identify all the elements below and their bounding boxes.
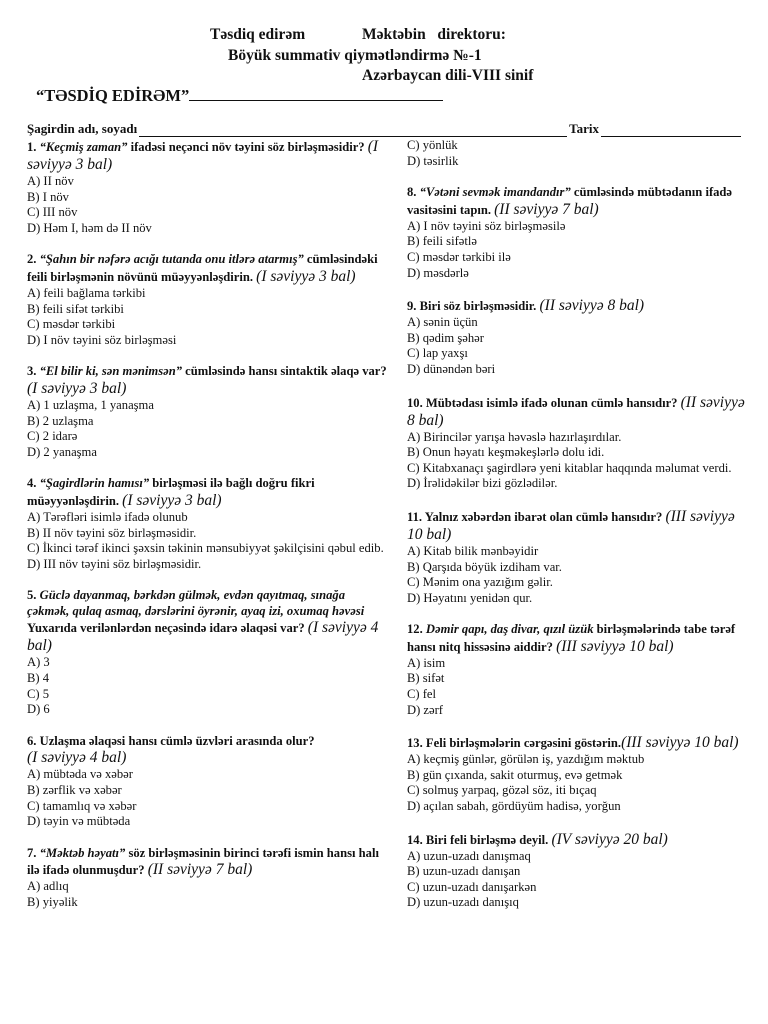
question-stem: 5. Güclə dayanmaq, bərkdən gülmək, evdən qayıtmaq, sınağa çəkmək, qulaq asmaq, dərslərini öyrənir, ayaq izi, oxumaq həvəsi Yuxarıda verilənlərdən neçəsində idarə əlaqəsi var? (I səviyyə 4 bal) bbox=[27, 588, 379, 655]
question-stem: 11. Yalnız xəbərdən ibarət olan cümlə hansıdır? (III səviyyə 10 bal) bbox=[407, 507, 735, 543]
answer-option[interactable]: A) sənin üçün bbox=[407, 315, 478, 330]
date-label: Tarix bbox=[569, 121, 599, 136]
level-label: (I səviyyə 3 bal) bbox=[27, 138, 379, 173]
question-5 bbox=[27, 588, 387, 718]
answer-option[interactable]: A) uzun-uzadı danışmaq bbox=[407, 848, 531, 863]
answer-option[interactable]: B) gün çıxanda, sakit oturmuş, evə getmək bbox=[407, 767, 623, 782]
answer-option[interactable]: D) 2 yanaşma bbox=[27, 444, 97, 459]
answer-option[interactable]: C) Kitabxanaçı şagirdlərə yeni kitablar haqqında məlumat verdi. bbox=[407, 460, 732, 475]
question-3 bbox=[27, 364, 387, 460]
answer-option[interactable]: A) I növ təyini söz birləşməsilə bbox=[407, 218, 566, 233]
question-stem: 8. “Vətəni sevmək imandandır” cümləsində mübtədanın ifadə vasitəsini tapın. (II səviyyə 7 bal) bbox=[407, 185, 733, 218]
level-label: (II səviyyə 7 bal) bbox=[494, 200, 599, 218]
question-12 bbox=[407, 622, 747, 718]
approval-signature-line bbox=[36, 86, 443, 106]
answer-option[interactable]: C) məsdər tərkibi ilə bbox=[407, 249, 511, 264]
answer-option[interactable]: A) 3 bbox=[27, 655, 50, 670]
answer-option[interactable]: B) Qarşıda böyük izdiham var. bbox=[407, 559, 562, 574]
student-name-label: Şagirdin adı, soyadı bbox=[27, 121, 138, 136]
answer-option[interactable]: A) mübtəda və xəbər bbox=[27, 767, 133, 782]
question-stem: 3. “El bilir ki, sən mənimsən” cümləsində hansı sintaktik əlaqə var? (I səviyyə 3 bal) bbox=[27, 364, 387, 397]
answer-option[interactable]: C) uzun-uzadı danışarkən bbox=[407, 879, 537, 894]
answer-option[interactable]: A) Tərəfləri isimlə ifadə olunub bbox=[27, 509, 188, 524]
level-label: (II səviyyə 8 bal) bbox=[539, 297, 645, 315]
level-label: (III səviyyə 10 bal) bbox=[407, 507, 735, 543]
answer-option[interactable]: D) Həm I, həm də II növ bbox=[27, 220, 152, 235]
answer-option[interactable]: B) II növ təyini söz birləşməsidir. bbox=[27, 525, 197, 540]
answer-option[interactable]: C) yönlük bbox=[407, 138, 458, 152]
answer-option[interactable]: D) zərf bbox=[407, 702, 444, 717]
question-4 bbox=[27, 476, 387, 572]
answer-option[interactable]: C) Mənim ona yazığım gəlir. bbox=[407, 575, 553, 590]
answer-option[interactable]: C) lap yaxşı bbox=[407, 346, 468, 361]
answer-option[interactable]: D) uzun-uzadı danışıq bbox=[407, 895, 519, 910]
answer-option[interactable]: C) fel bbox=[407, 687, 437, 702]
left-column bbox=[27, 138, 387, 927]
answer-option[interactable]: B) zərflik və xəbər bbox=[27, 783, 122, 798]
question-stem: 9. Biri söz birləşməsidir. (II səviyyə 8 bal) bbox=[407, 297, 645, 315]
question-1 bbox=[27, 138, 387, 236]
question-7-continued bbox=[407, 138, 747, 169]
level-label: (I səviyyə 4 bal) bbox=[27, 619, 379, 655]
question-9 bbox=[407, 297, 747, 377]
question-8 bbox=[407, 185, 747, 281]
level-label: (I səviyyə 4 bal) bbox=[27, 749, 127, 767]
answer-option[interactable]: D) dünəndən bəri bbox=[407, 361, 496, 376]
student-name-field[interactable] bbox=[139, 125, 567, 137]
answer-option[interactable]: C) İkinci tərəf ikinci şəxsin təkinin mənsubiyyət şəkilçisini qəbul edib. bbox=[27, 541, 384, 556]
question-stem: 7. “Məktəb həyatı” söz birləşməsinin birinci tərəfi ismin hansı halı ilə ifadə olunmuşdur? (II səviyyə 7 bal) bbox=[27, 845, 379, 879]
answer-option[interactable]: B) yiyəlik bbox=[27, 895, 78, 909]
question-2 bbox=[27, 252, 387, 348]
answer-option[interactable]: A) 1 uzlaşma, 1 yanaşma bbox=[27, 397, 154, 412]
answer-option[interactable]: B) 4 bbox=[27, 671, 50, 686]
student-info-line bbox=[27, 121, 741, 137]
question-stem: 6. Uzlaşma əlaqəsi hansı cümlə üzvləri arasında olur? (I səviyyə 4 bal) bbox=[27, 733, 315, 767]
question-13 bbox=[407, 734, 747, 814]
answer-option[interactable]: D) təyin və mübtəda bbox=[27, 814, 131, 829]
right-column bbox=[407, 138, 747, 927]
question-10 bbox=[407, 394, 747, 492]
level-label: (I səviyyə 3 bal) bbox=[256, 267, 356, 285]
answer-option[interactable]: B) feili sifət tərkibi bbox=[27, 301, 124, 316]
level-label: (III səviyyə 10 bal) bbox=[556, 637, 674, 655]
answer-option[interactable]: A) adlıq bbox=[27, 879, 69, 894]
answer-option[interactable]: D) I növ təyini söz birləşməsi bbox=[27, 332, 177, 347]
question-6 bbox=[27, 734, 387, 830]
answer-option[interactable]: A) II növ bbox=[27, 174, 74, 188]
approval-note: Təsdiq edirəm bbox=[210, 26, 306, 43]
answer-option[interactable]: C) 2 idarə bbox=[27, 429, 78, 444]
answer-option[interactable]: B) Onun həyatı keşməkeşlərlə dolu idi. bbox=[407, 445, 605, 460]
exam-title: Böyük summativ qiymətləndirmə №-1 bbox=[228, 47, 482, 64]
answer-option[interactable]: C) III növ bbox=[27, 205, 78, 220]
answer-option[interactable]: D) 6 bbox=[27, 702, 50, 717]
answer-option[interactable]: B) uzun-uzadı danışan bbox=[407, 864, 521, 879]
question-stem: 10. Mübtədası isimlə ifadə olunan cümlə hansıdır? (II səviyyə 8 bal) bbox=[407, 393, 745, 429]
answer-option[interactable]: A) feili bağlama tərkibi bbox=[27, 285, 146, 300]
answer-option[interactable]: A) Birincilər yarışa həvəslə hazırlaşırdılar. bbox=[407, 429, 622, 444]
question-stem: 12. Dəmir qapı, daş divar, qızıl üzük birləşmələrində tabe tərəf hansı nitq hissəsinə aiddir? (III səviyyə 10 bal) bbox=[407, 622, 736, 655]
question-7 bbox=[27, 846, 387, 911]
level-label: (I səviyyə 3 bal) bbox=[122, 491, 222, 509]
answer-option[interactable]: B) qədim şəhər bbox=[407, 330, 484, 345]
date-field[interactable] bbox=[601, 125, 741, 137]
answer-option[interactable]: B) sifət bbox=[407, 671, 445, 686]
subject-grade: Azərbaycan dili-VIII sinif bbox=[362, 67, 534, 84]
question-stem: 2. “Şahın bir nəfərə acığı tutanda onu itlərə atarmış” cümləsindəki feili birləşmənin növünü müəyyənləşdirin. (I səviyyə 3 bal) bbox=[27, 252, 378, 285]
question-11 bbox=[407, 508, 747, 606]
question-stem: 14. Biri feli birləşmə deyil. (IV səviyyə 20 bal) bbox=[407, 830, 668, 848]
answer-option[interactable]: A) Kitab bilik mənbəyidir bbox=[407, 543, 539, 558]
level-label: (II səviyyə 8 bal) bbox=[407, 393, 745, 429]
answer-option[interactable]: A) keçmiş günlər, görülən iş, yazdığım məktub bbox=[407, 752, 645, 767]
answer-option[interactable]: B) feili sifətlə bbox=[407, 234, 477, 249]
approval-stamp-text: “TƏSDİQ EDİRƏM” bbox=[36, 86, 190, 105]
answer-option[interactable]: C) məsdər tərkibi bbox=[27, 317, 116, 332]
answer-option[interactable]: D) açılan sabah, gördüyüm hadisə, yorğun bbox=[407, 799, 621, 814]
answer-option[interactable]: C) tamamlıq və xəbər bbox=[27, 798, 137, 813]
level-label: (III səviyyə 10 bal) bbox=[621, 734, 739, 752]
director-label: Məktəbin direktoru: bbox=[362, 26, 506, 43]
answer-option[interactable]: A) isim bbox=[407, 655, 446, 670]
level-label: (IV səviyyə 20 bal) bbox=[551, 830, 668, 848]
answer-option[interactable]: D) III növ təyini söz birləşməsidir. bbox=[27, 556, 202, 571]
question-stem: 1. “Keçmiş zaman” ifadəsi neçənci növ təyini söz birləşməsidir? (I səviyyə 3 bal) bbox=[27, 138, 379, 173]
answer-option[interactable]: B) 2 uzlaşma bbox=[27, 413, 94, 428]
level-label: (I səviyyə 3 bal) bbox=[27, 379, 127, 397]
question-14 bbox=[407, 831, 747, 911]
answer-option[interactable]: B) I növ bbox=[27, 189, 69, 204]
question-stem: 13. Feli birləşmələrin cərgəsini göstərin.(III səviyyə 10 bal) bbox=[407, 734, 739, 752]
answer-option[interactable]: D) Həyatını yenidən qur. bbox=[407, 590, 533, 605]
answer-option[interactable]: C) solmuş yarpaq, gözəl söz, iti bıçaq bbox=[407, 783, 597, 798]
question-stem: 4. “Şagirdlərin hamısı” birləşməsi ilə bağlı doğru fikri müəyyənləşdirin. (I səviyyə 3 bal) bbox=[27, 476, 315, 509]
answer-option[interactable]: D) İrəlidəkilər bizi gözlədilər. bbox=[407, 476, 558, 491]
answer-option[interactable]: C) 5 bbox=[27, 686, 50, 701]
level-label: (II səviyyə 7 bal) bbox=[147, 861, 253, 879]
answer-option[interactable]: D) məsdərlə bbox=[407, 265, 469, 280]
answer-option[interactable]: D) təsirlik bbox=[407, 153, 459, 168]
